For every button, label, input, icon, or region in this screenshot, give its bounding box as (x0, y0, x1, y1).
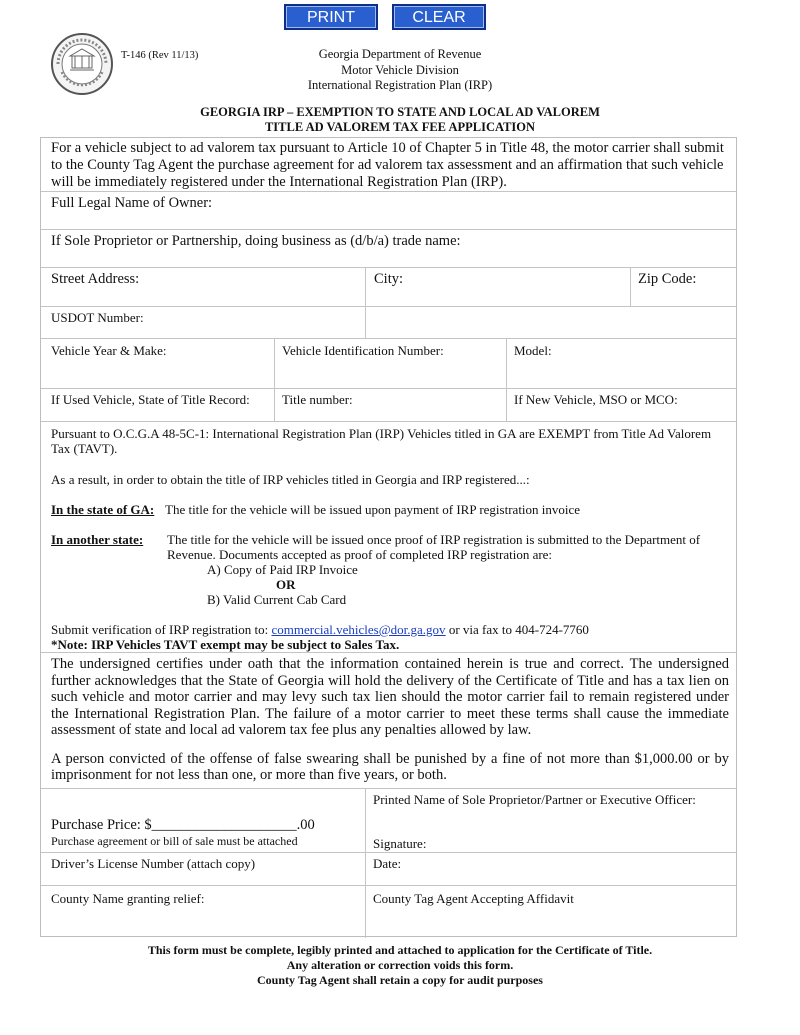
divider (41, 788, 736, 789)
pursuant-text: Pursuant to O.C.G.A 48-5C-1: International Registration Plan (IRP) Vehicles titled in GA are EXEMPT from Title Ad Valorem Tax (TAVT). (51, 426, 712, 456)
clear-button[interactable]: CLEAR (392, 4, 486, 30)
divider (41, 885, 736, 886)
footer-notice (80, 943, 720, 988)
title-number-field[interactable]: Title number: (282, 392, 353, 407)
option-a: A) Copy of Paid IRP Invoice (207, 562, 358, 577)
signature-field[interactable]: Signature: (373, 836, 427, 851)
usdot-number-field[interactable]: USDOT Number: (51, 310, 144, 325)
other-state-label: In another state: (51, 532, 144, 547)
divider (506, 338, 507, 421)
certification-block (51, 656, 729, 784)
print-button[interactable]: PRINT (284, 4, 378, 30)
ga-text: The title for the vehicle will be issued upon payment of IRP registration invoice (165, 502, 581, 517)
title-line-2: TITLE AD VALOREM TAX FEE APPLICATION (264, 120, 536, 134)
zip-code-field[interactable]: Zip Code: (638, 271, 697, 287)
or-text: OR (276, 577, 296, 592)
divider (274, 338, 275, 421)
agency-name: Georgia Department of Revenue (318, 47, 482, 61)
program-name: International Registration Plan (IRP) (307, 78, 493, 92)
form-number: T-146 (Rev 11/13) (121, 50, 199, 61)
vin-field[interactable]: Vehicle Identification Number: (282, 343, 444, 358)
city-field[interactable]: City: (374, 271, 404, 287)
submit-line (51, 622, 589, 638)
date-field[interactable]: Date: (373, 856, 402, 871)
footer-line-2: Any alteration or correction voids this form. (286, 958, 514, 972)
title-line-1: GEORGIA IRP – EXEMPTION TO STATE AND LOCAL AD VALOREM (200, 105, 600, 119)
purchase-price-blank[interactable]: ____________________ (151, 817, 297, 833)
vehicle-year-make-field[interactable]: Vehicle Year & Make: (51, 343, 167, 358)
divider (41, 229, 736, 230)
intro-paragraph: For a vehicle subject to ad valorem tax pursuant to Article 10 of Chapter 5 in Title 48, the motor carrier shall submit to the County Tag Agent the purchase agreement for ad valorem tax assessment and an affirmation that such vehicle will be immediately registered under the International Registration Plan (IRP). (51, 140, 724, 190)
county-tag-agent-field[interactable]: County Tag Agent Accepting Affidavit (373, 891, 574, 906)
divider (41, 267, 736, 268)
footer-line-3: County Tag Agent shall retain a copy for audit purposes (257, 973, 543, 987)
ga-label: In the state of GA: (51, 502, 155, 517)
certification-paragraph: The undersigned certifies under oath that the information contained herein is true and correct. The undersigned further acknowledges that the State of Georgia will hold the delivery of the Certificate of Title and has a tax lien on such vehicle and motor carrier and may levy such tax lien should the motor carrier fail to remain registered under the International Registration Plan. The failure of a motor carrier to meet these terms shall cause the immediate assessment of state and local ad valorem tax fee plus any penalties allowed by law. (51, 656, 729, 738)
option-b: B) Valid Current Cab Card (207, 592, 347, 607)
divider (41, 852, 736, 853)
application-form (40, 137, 737, 937)
divider (365, 788, 366, 938)
form-title (100, 105, 700, 135)
other-state-text-1: The title for the vehicle will be issued once proof of IRP registration is submitted to the Department of (167, 532, 701, 547)
other-state-text-2: Revenue. Documents accepted as proof of completed IRP registration are: (167, 547, 553, 562)
purchase-note: Purchase agreement or bill of sale must be attached (51, 834, 298, 848)
submit-suffix: or via fax to 404-724-7760 (448, 622, 589, 637)
georgia-seal-icon (50, 32, 114, 96)
purchase-price-field[interactable] (51, 817, 315, 834)
drivers-license-field[interactable]: Driver’s License Number (attach copy) (51, 856, 256, 871)
divider (41, 338, 736, 339)
purchase-price-cents: .00 (296, 817, 315, 833)
divider (365, 267, 366, 338)
result-text: As a result, in order to obtain the title of IRP vehicles titled in Georgia and IRP registered...: (51, 472, 530, 487)
owner-name-field[interactable]: Full Legal Name of Owner: (51, 195, 213, 211)
divider (41, 306, 736, 307)
submit-prefix: Submit verification of IRP registration to: (51, 622, 269, 637)
email-link[interactable]: commercial.vehicles@dor.ga.gov (271, 622, 446, 637)
divider (41, 421, 736, 422)
purchase-price-label: Purchase Price: $ (51, 817, 152, 833)
printed-name-field[interactable]: Printed Name of Sole Proprietor/Partner or Executive Officer: (373, 792, 696, 807)
divider (41, 191, 736, 192)
divider (630, 267, 631, 306)
new-vehicle-mso-field[interactable]: If New Vehicle, MSO or MCO: (514, 392, 678, 407)
model-field[interactable]: Model: (514, 343, 552, 358)
dba-field[interactable]: If Sole Proprietor or Partnership, doing business as (d/b/a) trade name: (51, 233, 461, 249)
division-name: Motor Vehicle Division (341, 62, 459, 77)
agency-header (250, 47, 550, 94)
street-address-field[interactable]: Street Address: (51, 271, 140, 287)
county-name-field[interactable]: County Name granting relief: (51, 891, 205, 906)
false-swearing-paragraph: A person convicted of the offense of false swearing shall be punished by a fine of not more than $1,000.00 or by imprisonment for not less than one, or more than five years, or both. (51, 750, 729, 783)
divider (41, 388, 736, 389)
used-vehicle-state-field[interactable]: If Used Vehicle, State of Title Record: (51, 392, 250, 407)
sales-tax-note: *Note: IRP Vehicles TAVT exempt may be subject to Sales Tax. (51, 637, 400, 652)
footer-line-1: This form must be complete, legibly printed and attached to application for the Certificate of Title. (147, 943, 653, 957)
